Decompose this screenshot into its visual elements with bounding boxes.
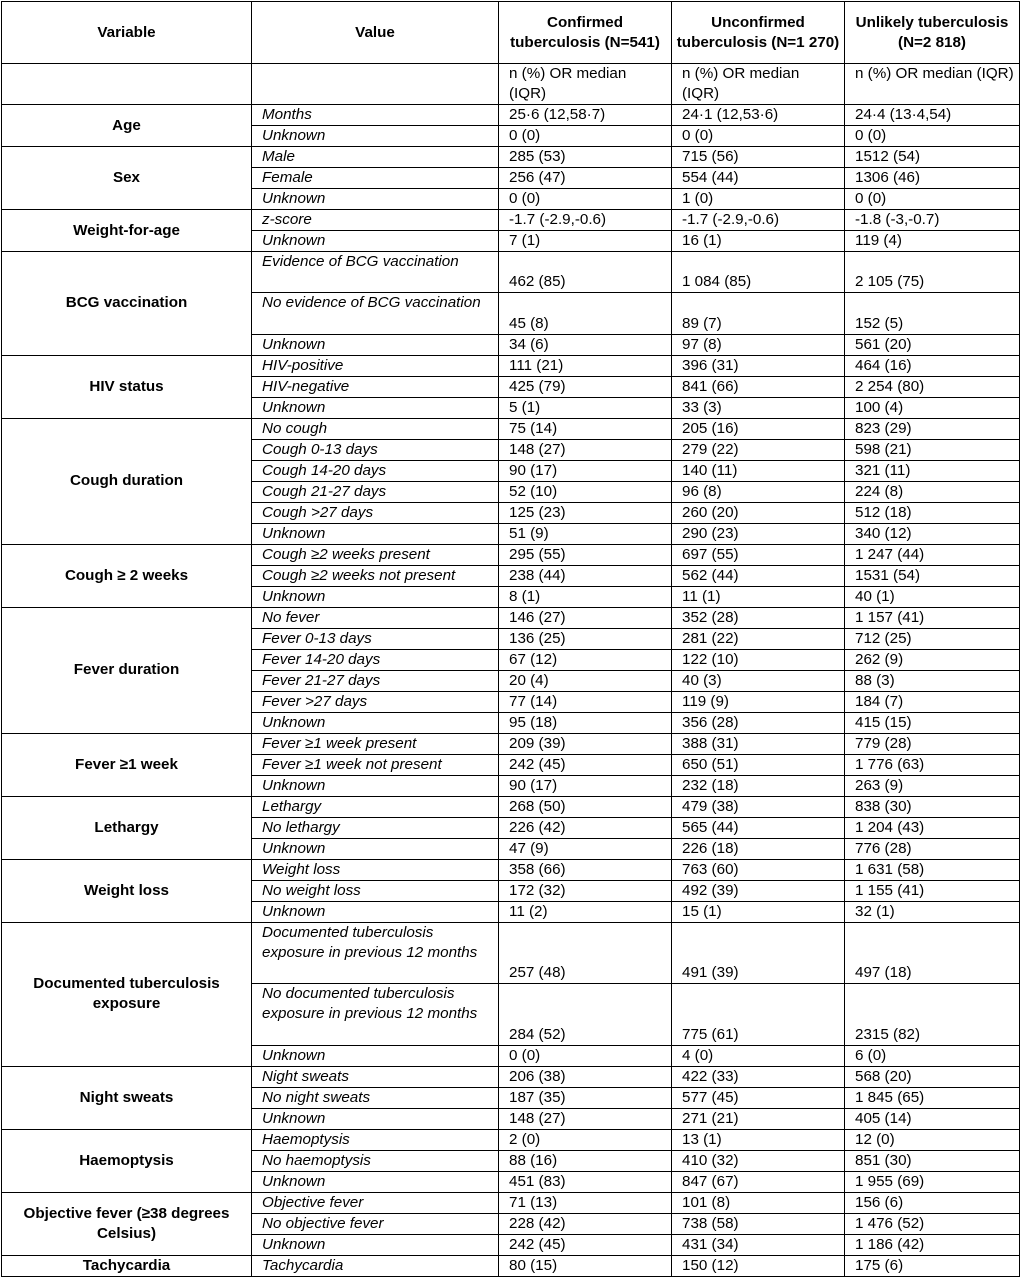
unconfirmed-cell: 562 (44) [672,565,845,586]
unlikely-cell: -1.8 (-3,-0.7) [845,210,1020,231]
value-label: HIV-positive [252,355,499,376]
unlikely-cell: 40 (1) [845,586,1020,607]
unconfirmed-cell: 40 (3) [672,670,845,691]
table-row [2,355,1020,376]
value-label: No haemoptysis [252,1150,499,1171]
unconfirmed-cell: 119 (9) [672,691,845,712]
table-row [2,544,1020,565]
confirmed-cell: 256 (47) [499,168,672,189]
confirmed-cell: 206 (38) [499,1066,672,1087]
unlikely-cell: 2315 (82) [845,984,1020,1046]
unlikely-cell: 1 476 (52) [845,1213,1020,1234]
unlikely-cell: 1 157 (41) [845,607,1020,628]
confirmed-cell: 187 (35) [499,1087,672,1108]
unconfirmed-cell: 565 (44) [672,817,845,838]
table-row [2,1192,1020,1213]
confirmed-cell: 136 (25) [499,628,672,649]
confirmed-cell: 2 (0) [499,1129,672,1150]
unconfirmed-cell: 226 (18) [672,838,845,859]
unlikely-cell: 100 (4) [845,397,1020,418]
column-header-value: Value [252,2,499,64]
table-row [2,859,1020,880]
unconfirmed-cell: 431 (34) [672,1234,845,1255]
variable-label: Age [2,105,252,147]
subheader-unlikely: n (%) OR median (IQR) [845,64,1020,105]
unconfirmed-cell: 422 (33) [672,1066,845,1087]
confirmed-cell: 0 (0) [499,1045,672,1066]
table-row [2,1255,1020,1276]
column-header-unlikely: Unlikely tuberculosis (N=2 818) [845,2,1020,64]
value-label: Cough 21-27 days [252,481,499,502]
confirmed-cell: 25·6 (12,58·7) [499,105,672,126]
unconfirmed-cell: 96 (8) [672,481,845,502]
unlikely-cell: 1 155 (41) [845,880,1020,901]
confirmed-cell: -1.7 (-2.9,-0.6) [499,210,672,231]
value-label: Unknown [252,901,499,922]
value-label: Lethargy [252,796,499,817]
unlikely-cell: 152 (5) [845,293,1020,334]
value-label: Unknown [252,775,499,796]
confirmed-cell: 80 (15) [499,1255,672,1276]
unlikely-cell: 512 (18) [845,502,1020,523]
confirmed-cell: 51 (9) [499,523,672,544]
unconfirmed-cell: 491 (39) [672,922,845,984]
confirmed-cell: 88 (16) [499,1150,672,1171]
unconfirmed-cell: 650 (51) [672,754,845,775]
unlikely-cell: 24·4 (13·4,54) [845,105,1020,126]
confirmed-cell: 148 (27) [499,439,672,460]
unconfirmed-cell: 279 (22) [672,439,845,460]
unconfirmed-cell: 260 (20) [672,502,845,523]
confirmed-cell: 67 (12) [499,649,672,670]
unlikely-cell: 1 631 (58) [845,859,1020,880]
confirmed-cell: 52 (10) [499,481,672,502]
table-body [2,105,1020,1277]
confirmed-cell: 90 (17) [499,460,672,481]
variable-label: Night sweats [2,1066,252,1129]
unlikely-cell: 497 (18) [845,922,1020,984]
value-label: Male [252,147,499,168]
value-label: Objective fever [252,1192,499,1213]
confirmed-cell: 95 (18) [499,712,672,733]
value-label: Unknown [252,231,499,252]
table-row [2,147,1020,168]
table-header [2,2,1020,105]
subheader-unconfirmed: n (%) OR median (IQR) [672,64,845,105]
value-label: Documented tuberculosis exposure in previous 12 months [252,922,499,984]
value-label: No weight loss [252,880,499,901]
unconfirmed-cell: 13 (1) [672,1129,845,1150]
variable-label: Fever ≥1 week [2,733,252,796]
unconfirmed-cell: 1 (0) [672,189,845,210]
variable-label: Weight loss [2,859,252,922]
confirmed-cell: 0 (0) [499,126,672,147]
unconfirmed-cell: 847 (67) [672,1171,845,1192]
unlikely-cell: 1 204 (43) [845,817,1020,838]
confirmed-cell: 228 (42) [499,1213,672,1234]
unlikely-cell: 1 776 (63) [845,754,1020,775]
confirmed-cell: 7 (1) [499,231,672,252]
unlikely-cell: 851 (30) [845,1150,1020,1171]
unlikely-cell: 262 (9) [845,649,1020,670]
unlikely-cell: 838 (30) [845,796,1020,817]
confirmed-cell: 47 (9) [499,838,672,859]
unconfirmed-cell: -1.7 (-2.9,-0.6) [672,210,845,231]
confirmed-cell: 257 (48) [499,922,672,984]
unlikely-cell: 1 186 (42) [845,1234,1020,1255]
unlikely-cell: 263 (9) [845,775,1020,796]
confirmed-cell: 209 (39) [499,733,672,754]
table-row [2,1066,1020,1087]
unconfirmed-cell: 697 (55) [672,544,845,565]
unconfirmed-cell: 101 (8) [672,1192,845,1213]
unlikely-cell: 12 (0) [845,1129,1020,1150]
unconfirmed-cell: 738 (58) [672,1213,845,1234]
unconfirmed-cell: 122 (10) [672,649,845,670]
value-label: Cough 14-20 days [252,460,499,481]
confirmed-cell: 8 (1) [499,586,672,607]
unconfirmed-cell: 4 (0) [672,1045,845,1066]
unlikely-cell: 2 254 (80) [845,376,1020,397]
value-label: Fever ≥1 week not present [252,754,499,775]
value-label: No cough [252,418,499,439]
variable-label: Objective fever (≥38 degrees Celsius) [2,1192,252,1255]
subheader-empty [2,64,252,105]
confirmed-cell: 284 (52) [499,984,672,1046]
confirmed-cell: 425 (79) [499,376,672,397]
variable-label: Cough ≥ 2 weeks [2,544,252,607]
value-label: Cough ≥2 weeks not present [252,565,499,586]
value-label: Haemoptysis [252,1129,499,1150]
unlikely-cell: 405 (14) [845,1108,1020,1129]
unconfirmed-cell: 841 (66) [672,376,845,397]
table-row [2,210,1020,231]
unlikely-cell: 32 (1) [845,901,1020,922]
unconfirmed-cell: 352 (28) [672,607,845,628]
unlikely-cell: 1 845 (65) [845,1087,1020,1108]
table-row [2,796,1020,817]
variable-label: Lethargy [2,796,252,859]
unconfirmed-cell: 763 (60) [672,859,845,880]
unconfirmed-cell: 554 (44) [672,168,845,189]
unlikely-cell: 823 (29) [845,418,1020,439]
subheader-confirmed: n (%) OR median (IQR) [499,64,672,105]
value-label: No lethargy [252,817,499,838]
unconfirmed-cell: 492 (39) [672,880,845,901]
unlikely-cell: 561 (20) [845,334,1020,355]
value-label: Weight loss [252,859,499,880]
table-row [2,252,1020,293]
variable-label: Fever duration [2,607,252,733]
value-label: Fever 21-27 days [252,670,499,691]
value-label: Unknown [252,1108,499,1129]
unconfirmed-cell: 775 (61) [672,984,845,1046]
value-label: Unknown [252,838,499,859]
unconfirmed-cell: 150 (12) [672,1255,845,1276]
unlikely-cell: 175 (6) [845,1255,1020,1276]
confirmed-cell: 242 (45) [499,754,672,775]
table-row [2,922,1020,984]
value-label: Night sweats [252,1066,499,1087]
table-row [2,607,1020,628]
unlikely-cell: 321 (11) [845,460,1020,481]
unlikely-cell: 119 (4) [845,231,1020,252]
variable-label: BCG vaccination [2,252,252,356]
value-label: Fever 0-13 days [252,628,499,649]
table-row [2,733,1020,754]
confirmed-cell: 172 (32) [499,880,672,901]
confirmed-cell: 242 (45) [499,1234,672,1255]
column-header-variable: Variable [2,2,252,64]
value-label: Cough ≥2 weeks present [252,544,499,565]
value-label: Unknown [252,523,499,544]
confirmed-cell: 146 (27) [499,607,672,628]
value-label: Unknown [252,334,499,355]
table-row [2,418,1020,439]
value-label: Unknown [252,1045,499,1066]
value-label: Unknown [252,1234,499,1255]
unconfirmed-cell: 290 (23) [672,523,845,544]
unconfirmed-cell: 271 (21) [672,1108,845,1129]
unlikely-cell: 224 (8) [845,481,1020,502]
unconfirmed-cell: 577 (45) [672,1087,845,1108]
unlikely-cell: 779 (28) [845,733,1020,754]
confirmed-cell: 268 (50) [499,796,672,817]
value-label: No evidence of BCG vaccination [252,293,499,334]
confirmed-cell: 451 (83) [499,1171,672,1192]
unlikely-cell: 464 (16) [845,355,1020,376]
unconfirmed-cell: 396 (31) [672,355,845,376]
confirmed-cell: 77 (14) [499,691,672,712]
value-label: Unknown [252,586,499,607]
unlikely-cell: 776 (28) [845,838,1020,859]
unlikely-cell: 6 (0) [845,1045,1020,1066]
unconfirmed-cell: 0 (0) [672,126,845,147]
variable-label: Tachycardia [2,1255,252,1276]
unlikely-cell: 712 (25) [845,628,1020,649]
characteristics-table [1,1,1020,1277]
confirmed-cell: 0 (0) [499,189,672,210]
column-header-unconfirmed: Unconfirmed tuberculosis (N=1 270) [672,2,845,64]
confirmed-cell: 20 (4) [499,670,672,691]
variable-label: Weight-for-age [2,210,252,252]
unlikely-cell: 0 (0) [845,126,1020,147]
confirmed-cell: 285 (53) [499,147,672,168]
value-label: Unknown [252,189,499,210]
value-label: Cough 0-13 days [252,439,499,460]
unlikely-cell: 568 (20) [845,1066,1020,1087]
unconfirmed-cell: 24·1 (12,53·6) [672,105,845,126]
variable-label: Haemoptysis [2,1129,252,1192]
confirmed-cell: 75 (14) [499,418,672,439]
value-label: No fever [252,607,499,628]
value-label: Evidence of BCG vaccination [252,252,499,293]
unconfirmed-cell: 232 (18) [672,775,845,796]
unconfirmed-cell: 410 (32) [672,1150,845,1171]
unlikely-cell: 184 (7) [845,691,1020,712]
variable-label: Documented tuberculosis exposure [2,922,252,1066]
confirmed-cell: 358 (66) [499,859,672,880]
unlikely-cell: 415 (15) [845,712,1020,733]
confirmed-cell: 34 (6) [499,334,672,355]
unconfirmed-cell: 356 (28) [672,712,845,733]
confirmed-cell: 11 (2) [499,901,672,922]
unconfirmed-cell: 11 (1) [672,586,845,607]
subheader-row [2,64,1020,105]
unlikely-cell: 1512 (54) [845,147,1020,168]
unconfirmed-cell: 205 (16) [672,418,845,439]
unlikely-cell: 1 955 (69) [845,1171,1020,1192]
unconfirmed-cell: 281 (22) [672,628,845,649]
unlikely-cell: 0 (0) [845,189,1020,210]
unconfirmed-cell: 16 (1) [672,231,845,252]
value-label: HIV-negative [252,376,499,397]
subheader-empty [252,64,499,105]
unconfirmed-cell: 388 (31) [672,733,845,754]
value-label: Unknown [252,1171,499,1192]
variable-label: Sex [2,147,252,210]
confirmed-cell: 148 (27) [499,1108,672,1129]
confirmed-cell: 5 (1) [499,397,672,418]
unconfirmed-cell: 15 (1) [672,901,845,922]
value-label: Fever >27 days [252,691,499,712]
unlikely-cell: 156 (6) [845,1192,1020,1213]
confirmed-cell: 111 (21) [499,355,672,376]
value-label: Unknown [252,126,499,147]
unlikely-cell: 88 (3) [845,670,1020,691]
value-label: z-score [252,210,499,231]
unlikely-cell: 1306 (46) [845,168,1020,189]
value-label: Unknown [252,397,499,418]
value-label: Unknown [252,712,499,733]
confirmed-cell: 125 (23) [499,502,672,523]
variable-label: HIV status [2,355,252,418]
unconfirmed-cell: 33 (3) [672,397,845,418]
confirmed-cell: 71 (13) [499,1192,672,1213]
unconfirmed-cell: 715 (56) [672,147,845,168]
confirmed-cell: 238 (44) [499,565,672,586]
value-label: Months [252,105,499,126]
value-label: Female [252,168,499,189]
value-label: Cough >27 days [252,502,499,523]
variable-label: Cough duration [2,418,252,544]
header-row [2,2,1020,64]
value-label: No documented tuberculosis exposure in previous 12 months [252,984,499,1046]
value-label: Fever ≥1 week present [252,733,499,754]
unconfirmed-cell: 1 084 (85) [672,252,845,293]
table-row [2,1129,1020,1150]
unconfirmed-cell: 89 (7) [672,293,845,334]
confirmed-cell: 90 (17) [499,775,672,796]
unconfirmed-cell: 97 (8) [672,334,845,355]
confirmed-cell: 45 (8) [499,293,672,334]
column-header-confirmed: Confirmed tuberculosis (N=541) [499,2,672,64]
table-row [2,105,1020,126]
value-label: No objective fever [252,1213,499,1234]
value-label: Tachycardia [252,1255,499,1276]
unlikely-cell: 340 (12) [845,523,1020,544]
unlikely-cell: 598 (21) [845,439,1020,460]
unconfirmed-cell: 140 (11) [672,460,845,481]
value-label: Fever 14-20 days [252,649,499,670]
value-label: No night sweats [252,1087,499,1108]
confirmed-cell: 462 (85) [499,252,672,293]
unlikely-cell: 1 247 (44) [845,544,1020,565]
unconfirmed-cell: 479 (38) [672,796,845,817]
unlikely-cell: 2 105 (75) [845,252,1020,293]
unlikely-cell: 1531 (54) [845,565,1020,586]
confirmed-cell: 226 (42) [499,817,672,838]
confirmed-cell: 295 (55) [499,544,672,565]
